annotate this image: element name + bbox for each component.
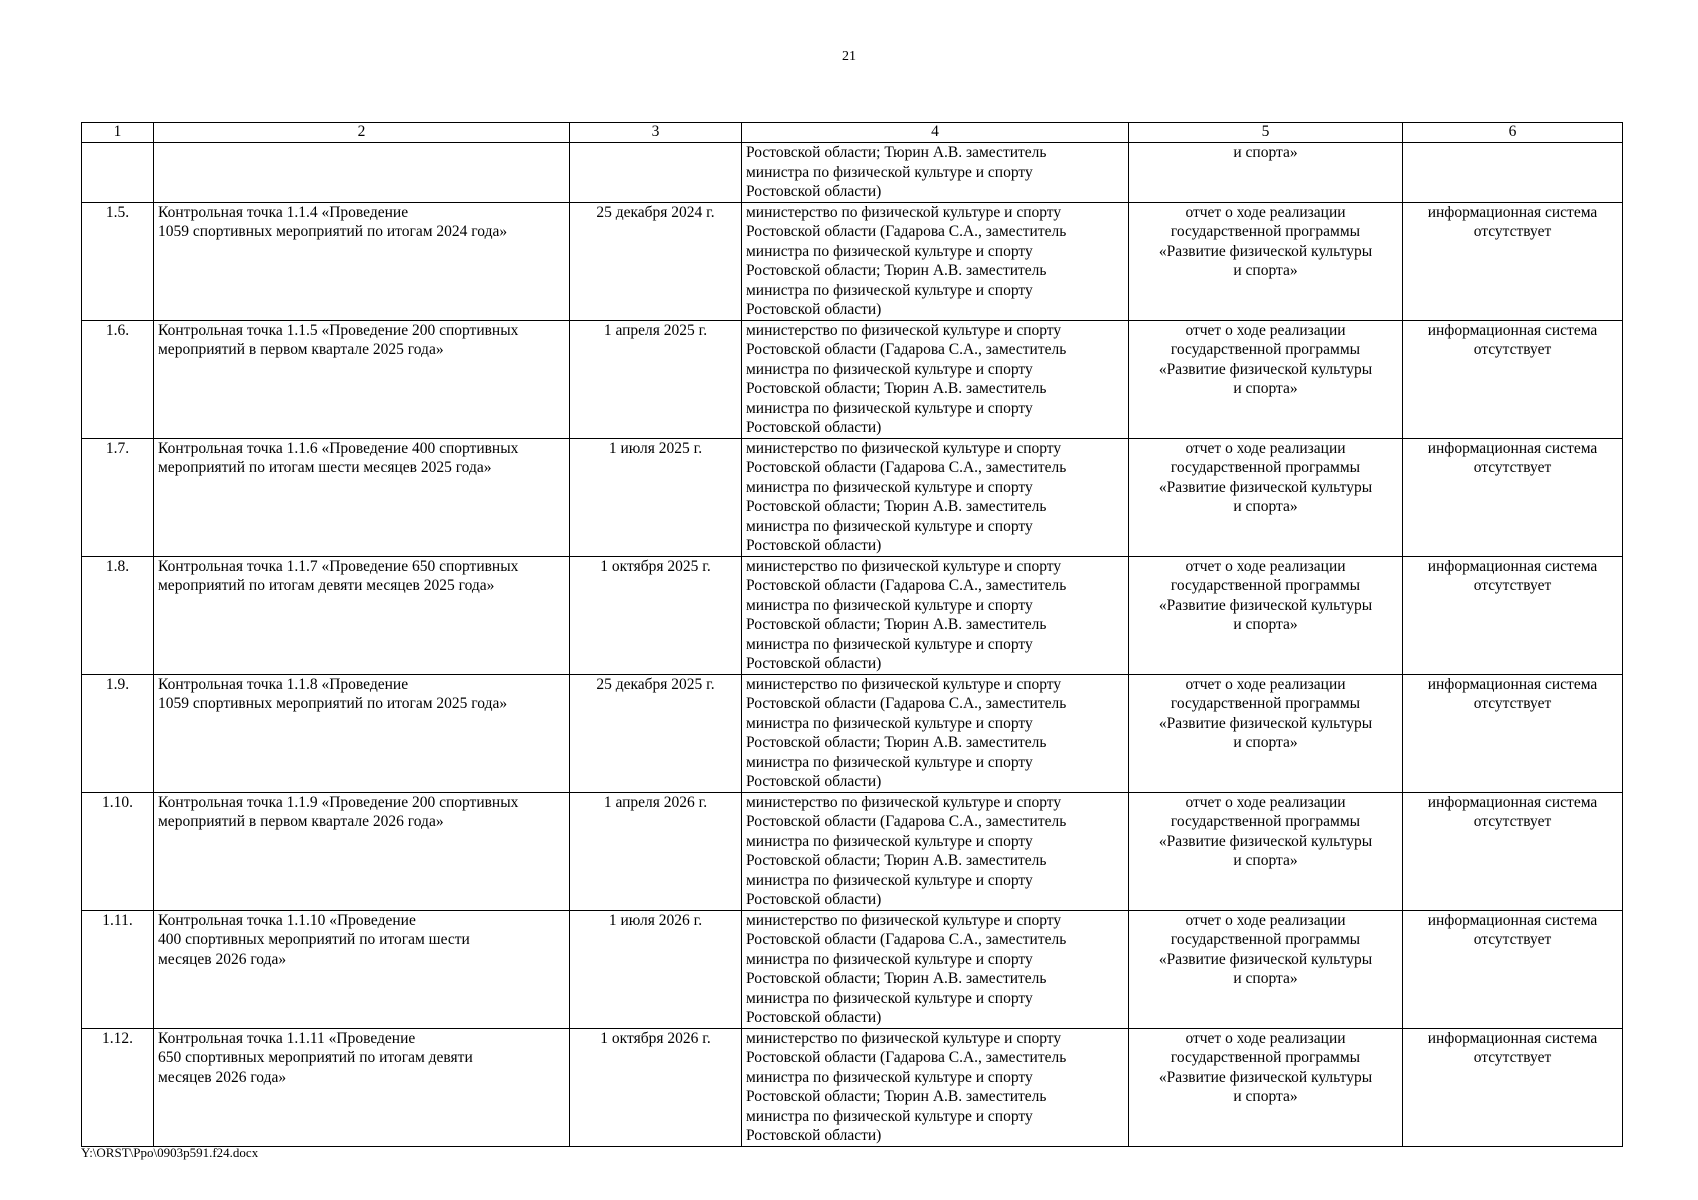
confirming-document: отчет о ходе реализации государственной программы «Развитие физической культуры и спорта»: [1129, 1028, 1403, 1146]
information-system: информационная система отсутствует: [1403, 792, 1623, 910]
confirming-document: и спорта»: [1129, 143, 1403, 203]
row-number: 1.8.: [82, 556, 154, 674]
deadline-date: 1 октября 2025 г.: [570, 556, 742, 674]
control-point-name: Контрольная точка 1.1.9 «Проведение 200 спортивных мероприятий в первом квартале 2026 года»: [154, 792, 570, 910]
table-row: [82, 143, 1623, 203]
responsible-executor: министерство по физической культуре и спорту Ростовской области (Гадарова С.А., заместитель министра по физической культуре и спорту Ростовской области; Тюрин А.В. заместитель министра по физической культуре и спорту Ростовской области): [742, 910, 1129, 1028]
control-point-name: [154, 143, 570, 203]
control-point-name: Контрольная точка 1.1.8 «Проведение 1059 спортивных мероприятий по итогам 2025 года»: [154, 674, 570, 792]
control-points-table: [81, 122, 1623, 1147]
table-row: [82, 438, 1623, 556]
control-point-name: Контрольная точка 1.1.4 «Проведение 1059 спортивных мероприятий по итогам 2024 года»: [154, 202, 570, 320]
confirming-document: отчет о ходе реализации государственной программы «Развитие физической культуры и спорта»: [1129, 674, 1403, 792]
confirming-document: отчет о ходе реализации государственной программы «Развитие физической культуры и спорта»: [1129, 556, 1403, 674]
page-number: 21: [842, 49, 856, 64]
row-number: 1.6.: [82, 320, 154, 438]
confirming-document: отчет о ходе реализации государственной программы «Развитие физической культуры и спорта»: [1129, 202, 1403, 320]
deadline-date: 1 июля 2025 г.: [570, 438, 742, 556]
header-col-4: 4: [742, 123, 1129, 143]
table-row: [82, 202, 1623, 320]
confirming-document: отчет о ходе реализации государственной программы «Развитие физической культуры и спорта»: [1129, 792, 1403, 910]
deadline-date: 25 декабря 2024 г.: [570, 202, 742, 320]
responsible-executor: министерство по физической культуре и спорту Ростовской области (Гадарова С.А., заместитель министра по физической культуре и спорту Ростовской области; Тюрин А.В. заместитель министра по физической культуре и спорту Ростовской области): [742, 1028, 1129, 1146]
row-number: 1.11.: [82, 910, 154, 1028]
confirming-document: отчет о ходе реализации государственной программы «Развитие физической культуры и спорта»: [1129, 910, 1403, 1028]
responsible-executor: министерство по физической культуре и спорту Ростовской области (Гадарова С.А., заместитель министра по физической культуре и спорту Ростовской области; Тюрин А.В. заместитель министра по физической культуре и спорту Ростовской области): [742, 320, 1129, 438]
table-row: [82, 792, 1623, 910]
information-system: информационная система отсутствует: [1403, 910, 1623, 1028]
confirming-document: отчет о ходе реализации государственной программы «Развитие физической культуры и спорта»: [1129, 438, 1403, 556]
deadline-date: 1 октября 2026 г.: [570, 1028, 742, 1146]
control-point-name: Контрольная точка 1.1.11 «Проведение 650 спортивных мероприятий по итогам девяти месяцев 2026 года»: [154, 1028, 570, 1146]
information-system: информационная система отсутствует: [1403, 1028, 1623, 1146]
row-number: [82, 143, 154, 203]
header-col-3: 3: [570, 123, 742, 143]
control-point-name: Контрольная точка 1.1.10 «Проведение 400 спортивных мероприятий по итогам шести месяцев 2026 года»: [154, 910, 570, 1028]
information-system: информационная система отсутствует: [1403, 438, 1623, 556]
footer-file-path: Y:\ORST\Ppo\0903p591.f24.docx: [81, 1145, 259, 1160]
table-row: [82, 910, 1623, 1028]
information-system: информационная система отсутствует: [1403, 556, 1623, 674]
deadline-date: [570, 143, 742, 203]
row-number: 1.9.: [82, 674, 154, 792]
row-number: 1.10.: [82, 792, 154, 910]
responsible-executor: министерство по физической культуре и спорту Ростовской области (Гадарова С.А., заместитель министра по физической культуре и спорту Ростовской области; Тюрин А.В. заместитель министра по физической культуре и спорту Ростовской области): [742, 556, 1129, 674]
header-col-5: 5: [1129, 123, 1403, 143]
row-number: 1.5.: [82, 202, 154, 320]
responsible-executor: министерство по физической культуре и спорту Ростовской области (Гадарова С.А., заместитель министра по физической культуре и спорту Ростовской области; Тюрин А.В. заместитель министра по физической культуре и спорту Ростовской области): [742, 792, 1129, 910]
header-col-2: 2: [154, 123, 570, 143]
control-point-name: Контрольная точка 1.1.5 «Проведение 200 спортивных мероприятий в первом квартале 2025 года»: [154, 320, 570, 438]
header-col-6: 6: [1403, 123, 1623, 143]
information-system: информационная система отсутствует: [1403, 202, 1623, 320]
header-col-1: 1: [82, 123, 154, 143]
responsible-executor: министерство по физической культуре и спорту Ростовской области (Гадарова С.А., заместитель министра по физической культуре и спорту Ростовской области; Тюрин А.В. заместитель министра по физической культуре и спорту Ростовской области): [742, 674, 1129, 792]
control-point-name: Контрольная точка 1.1.7 «Проведение 650 спортивных мероприятий по итогам девяти месяцев 2025 года»: [154, 556, 570, 674]
header-row: [82, 123, 1623, 143]
row-number: 1.7.: [82, 438, 154, 556]
confirming-document: отчет о ходе реализации государственной программы «Развитие физической культуры и спорта»: [1129, 320, 1403, 438]
table-row: [82, 556, 1623, 674]
deadline-date: 1 июля 2026 г.: [570, 910, 742, 1028]
deadline-date: 1 апреля 2026 г.: [570, 792, 742, 910]
responsible-executor: министерство по физической культуре и спорту Ростовской области (Гадарова С.А., заместитель министра по физической культуре и спорту Ростовской области; Тюрин А.В. заместитель министра по физической культуре и спорту Ростовской области): [742, 202, 1129, 320]
deadline-date: 25 декабря 2025 г.: [570, 674, 742, 792]
control-point-name: Контрольная точка 1.1.6 «Проведение 400 спортивных мероприятий по итогам шести месяцев 2025 года»: [154, 438, 570, 556]
responsible-executor: министерство по физической культуре и спорту Ростовской области (Гадарова С.А., заместитель министра по физической культуре и спорту Ростовской области; Тюрин А.В. заместитель министра по физической культуре и спорту Ростовской области): [742, 438, 1129, 556]
information-system: информационная система отсутствует: [1403, 674, 1623, 792]
information-system: [1403, 143, 1623, 203]
responsible-executor: Ростовской области; Тюрин А.В. заместитель министра по физической культуре и спорту Ростовской области): [742, 143, 1129, 203]
table-row: [82, 1028, 1623, 1146]
information-system: информационная система отсутствует: [1403, 320, 1623, 438]
row-number: 1.12.: [82, 1028, 154, 1146]
table-row: [82, 320, 1623, 438]
deadline-date: 1 апреля 2025 г.: [570, 320, 742, 438]
table-row: [82, 674, 1623, 792]
